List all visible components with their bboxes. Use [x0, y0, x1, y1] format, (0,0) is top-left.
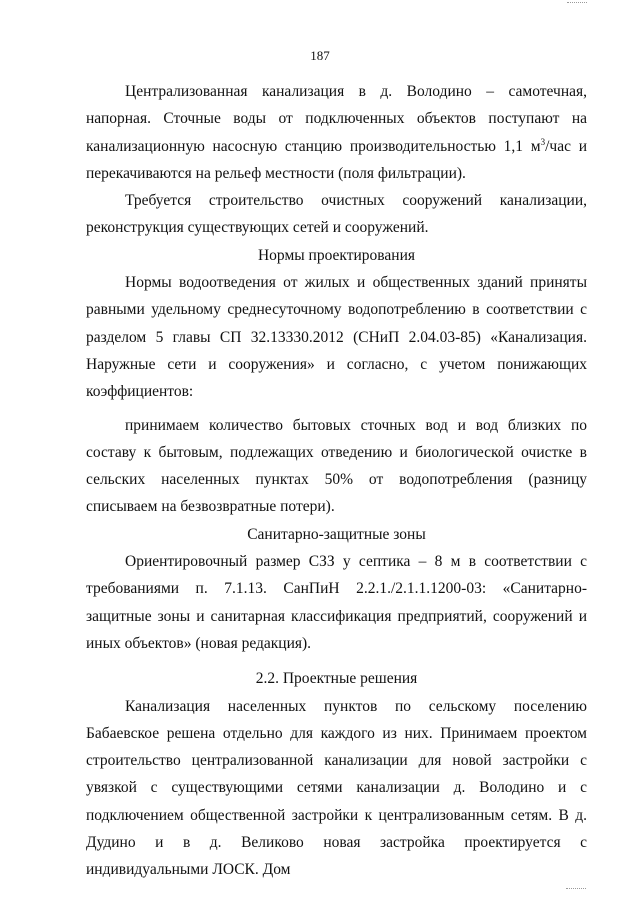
- page-number: 187: [310, 48, 330, 63]
- heading-design-solutions: 2.2. Проектные решения: [255, 670, 418, 688]
- paragraph-szz-size: Ориентировочный размер СЗЗ у септика – 8 м в соответствии с требованиями п. 7.1.13. СанПиН 2.2.1./2.1.1.1200-03: «Санитарно-защитные зоны и санитарная классификация предприятий, сооружений и иных объектов» (новая редакция).: [86, 553, 587, 652]
- paragraph-wastewater-volume: принимаем количество бытовых сточных вод и вод близких по составу к бытовым, подлежащих отведению и биологической очистке в сельских населенных пунктах 50% от водопотребления (разницу списываем на безвозвратные потери).: [86, 416, 587, 516]
- paragraph-construction-required: Требуется строительство очистных сооружений канализации, реконструкция существующих сетей и сооружений.: [86, 192, 587, 237]
- heading-sanitary-zones: Санитарно-защитные зоны: [247, 525, 426, 543]
- scan-mark-top: [567, 2, 587, 6]
- paragraph-text: Централизованная канализация в д. Володино – самотечная, напорная. Сточные воды от подключенных объектов поступают на канализационную насосную станцию производительностью 1,1 м: [86, 83, 587, 155]
- paragraph-text: /час и перекачиваются на рельеф местности (поля фильтрации).: [86, 137, 587, 182]
- paragraph-drainage-norms: Нормы водоотведения от жилых и общественных зданий приняты равными удельному среднесуточному водопотреблению в соответствии с разделом 5 главы СП 32.13330.2012 (СНиП 2.04.03-85) «Канализация. Наружные сети и сооружения» и согласно, с учетом понижающих коэффициентов:: [86, 274, 587, 401]
- paragraph-sewerage-volodino: [86, 78, 587, 187]
- document-body: [86, 78, 587, 884]
- scan-mark-bottom: [566, 888, 586, 892]
- paragraph-design-solutions: Канализация населенных пунктов по сельскому поселению Бабаевское решена отдельно для каждого из них. Принимаем проектом строительство централизованной канализации для новой застройки с увязкой с существующими сетями канализации д. Володино и с подключением общественной застройки к централизованным сетям. В д. Дудино и в д. Великово новая застройка проектируется с индивидуальными ЛОСК. Дом: [86, 697, 587, 879]
- superscript: 3: [540, 136, 546, 147]
- heading-design-norms: Нормы проектирования: [257, 246, 416, 264]
